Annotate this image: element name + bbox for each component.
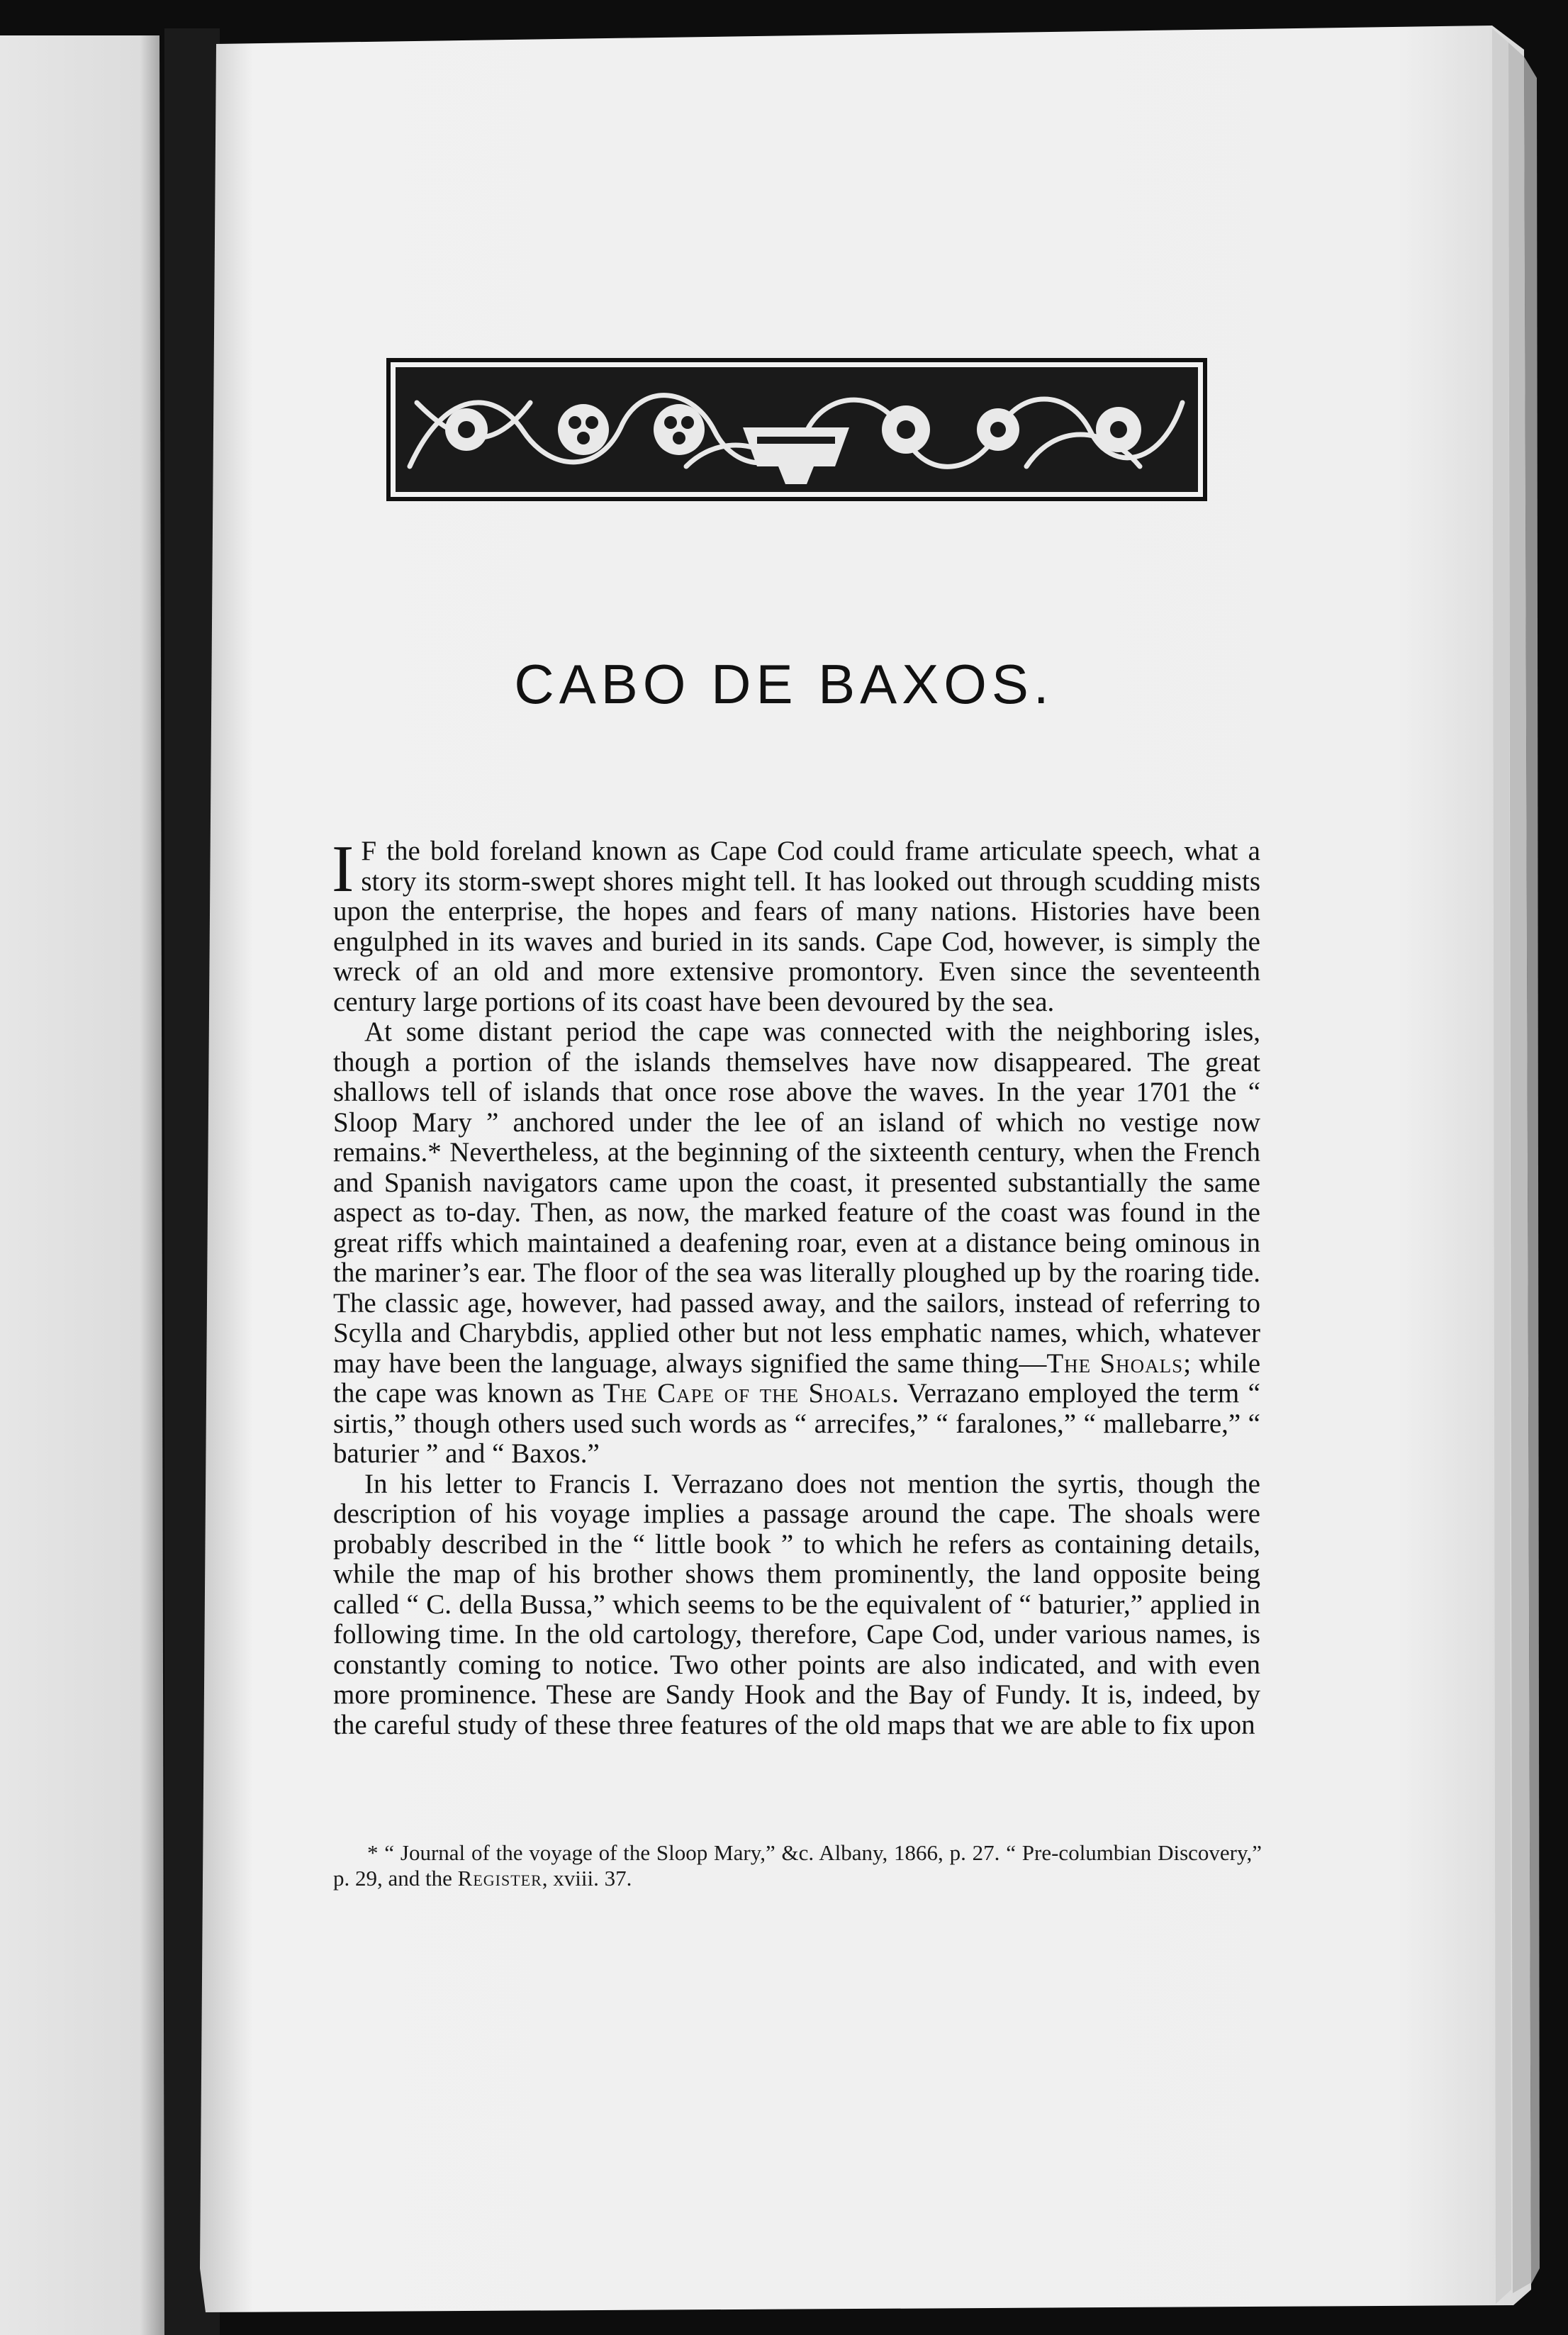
footnote-text-b: , xviii. 37. (542, 1866, 632, 1891)
paragraph-1-text: F the bold foreland known as Cape Cod could frame articulate speech, what a story its storm-swept shores might tell. It has looked out through scudding mists upon the enterprise, the hopes and fears of many nations. Histories have been engulphed in its waves and buried in its sands. Cape Cod, however, is simply the wreck of an old and more extensive promontory. Even since the seventeenth century large portions of its coast have been devoured by the sea. (333, 836, 1260, 1017)
paragraph-1 (332, 832, 1260, 1017)
paragraph-3: In his letter to Francis I. Verrazano does not mention the syrtis, though the description of his voyage implies a passage around the cape. The shoals were probably described in the “ little book ” to which he refers as containing details, while the map of his brother shows them prominently, the land opposite being called “ C. della Bussa,” which seems to be the equivalent of “ baturier,” applied in following time. In the old cartology, therefore, Cape Cod, under various names, is constantly coming to notice. Two other points are also indicated, and with even more prominence. These are Sandy Hook and the Bay of Fundy. It is, indeed, by the careful study of these three features of the old maps that we are able to fix upon (333, 1468, 1260, 1740)
cape-of-the-shoals-phrase: The Cape of the Shoals (603, 1378, 892, 1409)
footnote (333, 1840, 1262, 1891)
footnote-register: Register (457, 1866, 542, 1891)
the-shoals-phrase: The Shoals (1046, 1348, 1184, 1379)
paragraph-2-text-a: At some distant period the cape was connected with the neighboring isles, though a portion of the islands themselves have now disappeared. The great shallows tell of islands that once rose above the waves. In the year 1701 the “ Sloop Mary ” anchored under the lee of an island of which no vestige now remains.* Nevertheless, at the beginning of the sixteenth century, when the French and Spanish navigators came upon the coast, it presented substantially the same aspect as to-day. Then, as now, the marked feature of the coast was found in the great riffs which maintained a deafening roar, even at a distance being ominous in the mariner’s ear. The floor of the sea was literally ploughed up by the roaring tide. The classic age, however, had passed away, and the sailors, instead of referring to Scylla and Charybdis, applied other but not less emphatic names, which, whatever may have been the language, always signified the same thing— (333, 1017, 1260, 1379)
paragraph-2 (333, 1017, 1260, 1469)
left-facing-page (0, 35, 164, 2335)
body-text (332, 832, 1261, 1740)
footnote-text-a: * “ Journal of the voyage of the Sloop Mary,” &c. Albany, 1866, p. 27. “ Pre-columbian Discovery,” p. 29, and the (333, 1840, 1262, 1891)
page-title: CABO DE BAXOS. (514, 653, 1054, 715)
ornamental-headpiece (388, 360, 1205, 499)
paragraph-2-text-c: . Verrazano employed the term “ sirtis,” though others used such words as “ arrecifes,” “ faralones,” “ mallebarre,” “ baturier ” and “ Baxos.” (333, 1378, 1260, 1469)
drop-cap: I (332, 832, 354, 906)
paragraph-2-text-b: ; while the cape was known as (333, 1348, 1261, 1409)
